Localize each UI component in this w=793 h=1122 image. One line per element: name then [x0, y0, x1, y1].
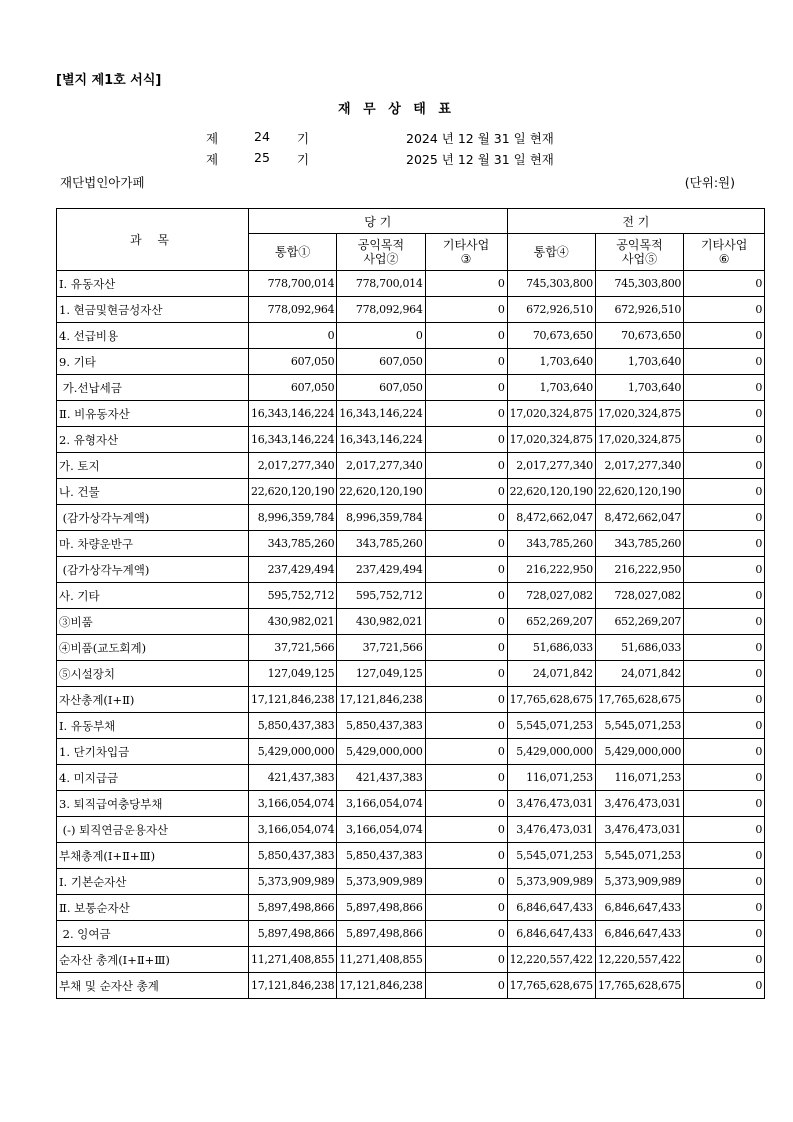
amount-cell: 5,545,071,253	[507, 843, 595, 869]
amount-cell: 0	[425, 349, 507, 375]
amount-cell: 0	[684, 401, 765, 427]
account-label: Ⅱ. 보통순자산	[57, 895, 249, 921]
amount-cell: 0	[425, 297, 507, 323]
table-row	[57, 557, 765, 583]
table-row	[57, 375, 765, 401]
amount-cell: 0	[684, 531, 765, 557]
amount-cell: 0	[684, 895, 765, 921]
amount-cell: 0	[425, 609, 507, 635]
table-row	[57, 505, 765, 531]
amount-cell: 3,166,054,074	[249, 817, 337, 843]
amount-cell: 672,926,510	[595, 297, 683, 323]
amount-cell: 0	[425, 531, 507, 557]
amount-cell: 11,271,408,855	[337, 947, 425, 973]
amount-cell: 116,071,253	[507, 765, 595, 791]
amount-cell: 0	[684, 739, 765, 765]
account-label: 3. 퇴직급여충당부채	[57, 791, 249, 817]
amount-cell: 8,996,359,784	[249, 505, 337, 531]
amount-cell: 17,121,846,238	[337, 973, 425, 999]
account-label: 1. 현금및현금성자산	[57, 297, 249, 323]
amount-cell: 5,545,071,253	[595, 713, 683, 739]
amount-cell: 0	[425, 843, 507, 869]
amount-cell: 5,429,000,000	[507, 739, 595, 765]
table-row	[57, 635, 765, 661]
amount-cell: 0	[425, 973, 507, 999]
account-label: 사. 기타	[57, 583, 249, 609]
amount-cell: 16,343,146,224	[337, 427, 425, 453]
amount-cell: 5,545,071,253	[595, 843, 683, 869]
amount-cell: 595,752,712	[249, 583, 337, 609]
amount-cell: 16,343,146,224	[249, 427, 337, 453]
column-header: 공익목적 사업②	[337, 234, 425, 271]
table-row	[57, 297, 765, 323]
amount-cell: 2,017,277,340	[337, 453, 425, 479]
table-row	[57, 973, 765, 999]
form-label: [별지 제1호 서식]	[56, 73, 162, 88]
amount-cell: 1,703,640	[595, 375, 683, 401]
amount-cell: 5,429,000,000	[595, 739, 683, 765]
amount-cell: 343,785,260	[337, 531, 425, 557]
amount-cell: 343,785,260	[249, 531, 337, 557]
amount-cell: 17,765,628,675	[595, 973, 683, 999]
amount-cell: 0	[425, 557, 507, 583]
period-prefix: 제	[206, 131, 219, 146]
amount-cell: 2,017,277,340	[595, 453, 683, 479]
period-suffix: 기	[297, 131, 310, 146]
amount-cell: 421,437,383	[337, 765, 425, 791]
amount-cell: 2,017,277,340	[249, 453, 337, 479]
amount-cell: 0	[684, 843, 765, 869]
amount-cell: 6,846,647,433	[595, 921, 683, 947]
amount-cell: 745,303,800	[507, 271, 595, 297]
amount-cell: 778,700,014	[337, 271, 425, 297]
amount-cell: 0	[684, 349, 765, 375]
account-label: 9. 기타	[57, 349, 249, 375]
amount-cell: 0	[684, 713, 765, 739]
amount-cell: 5,850,437,383	[249, 843, 337, 869]
amount-cell: 24,071,842	[595, 661, 683, 687]
prior-period-header: 전 기	[507, 209, 765, 234]
account-label: 나. 건물	[57, 479, 249, 505]
amount-cell: 3,476,473,031	[595, 791, 683, 817]
amount-cell: 237,429,494	[337, 557, 425, 583]
amount-cell: 22,620,120,190	[595, 479, 683, 505]
column-header: 기타사업 ⑥	[684, 234, 765, 271]
amount-cell: 0	[684, 687, 765, 713]
amount-cell: 5,429,000,000	[337, 739, 425, 765]
amount-cell: 5,373,909,989	[337, 869, 425, 895]
account-label: 순자산 총계(Ⅰ+Ⅱ+Ⅲ)	[57, 947, 249, 973]
account-label: Ⅰ. 유동자산	[57, 271, 249, 297]
amount-cell: 430,982,021	[249, 609, 337, 635]
table-row	[57, 843, 765, 869]
account-label: (감가상각누계액)	[57, 505, 249, 531]
table-row	[57, 531, 765, 557]
amount-cell: 17,765,628,675	[507, 687, 595, 713]
amount-cell: 6,846,647,433	[595, 895, 683, 921]
amount-cell: 17,020,324,875	[595, 427, 683, 453]
amount-cell: 728,027,082	[595, 583, 683, 609]
amount-cell: 5,850,437,383	[337, 843, 425, 869]
amount-cell: 0	[684, 323, 765, 349]
amount-cell: 0	[684, 947, 765, 973]
table-row	[57, 661, 765, 687]
table-row	[57, 947, 765, 973]
amount-cell: 237,429,494	[249, 557, 337, 583]
period-line	[0, 150, 793, 168]
amount-cell: 6,846,647,433	[507, 921, 595, 947]
account-label: (감가상각누계액)	[57, 557, 249, 583]
amount-cell: 1,703,640	[595, 349, 683, 375]
account-label: 마. 차량운반구	[57, 531, 249, 557]
amount-cell: 0	[425, 505, 507, 531]
amount-cell: 778,092,964	[337, 297, 425, 323]
amount-cell: 607,050	[337, 349, 425, 375]
column-header: 기타사업 ③	[425, 234, 507, 271]
amount-cell: 216,222,950	[507, 557, 595, 583]
amount-cell: 51,686,033	[507, 635, 595, 661]
unit-label: (단위:원)	[684, 175, 735, 190]
account-label: 부채총계(Ⅰ+Ⅱ+Ⅲ)	[57, 843, 249, 869]
amount-cell: 0	[684, 791, 765, 817]
amount-cell: 17,765,628,675	[595, 687, 683, 713]
amount-cell: 0	[425, 947, 507, 973]
document-title: 재 무 상 태 표	[338, 102, 455, 117]
amount-cell: 0	[684, 505, 765, 531]
amount-cell: 0	[425, 271, 507, 297]
table-row	[57, 271, 765, 297]
amount-cell: 0	[425, 323, 507, 349]
amount-cell: 5,850,437,383	[249, 713, 337, 739]
amount-cell: 3,166,054,074	[337, 817, 425, 843]
period-date: 2024 년 12 월 31 일 현재	[406, 131, 554, 146]
amount-cell: 745,303,800	[595, 271, 683, 297]
table-row	[57, 869, 765, 895]
amount-cell: 672,926,510	[507, 297, 595, 323]
column-header: 통합④	[507, 234, 595, 271]
table-row	[57, 739, 765, 765]
amount-cell: 17,020,324,875	[595, 401, 683, 427]
period-line	[0, 129, 793, 147]
amount-cell: 430,982,021	[337, 609, 425, 635]
amount-cell: 5,850,437,383	[337, 713, 425, 739]
amount-cell: 0	[684, 583, 765, 609]
account-label: ③비품	[57, 609, 249, 635]
amount-cell: 0	[425, 921, 507, 947]
table-row	[57, 401, 765, 427]
amount-cell: 0	[684, 921, 765, 947]
table-row	[57, 791, 765, 817]
amount-cell: 1,703,640	[507, 349, 595, 375]
table-row	[57, 479, 765, 505]
amount-cell: 0	[425, 791, 507, 817]
amount-cell: 5,897,498,866	[249, 921, 337, 947]
account-label: 자산총계(Ⅰ+Ⅱ)	[57, 687, 249, 713]
amount-cell: 5,373,909,989	[249, 869, 337, 895]
table-row	[57, 713, 765, 739]
amount-cell: 0	[425, 817, 507, 843]
amount-cell: 0	[684, 375, 765, 401]
account-label: 4. 미지급금	[57, 765, 249, 791]
amount-cell: 652,269,207	[507, 609, 595, 635]
amount-cell: 2,017,277,340	[507, 453, 595, 479]
period-prefix: 제	[206, 152, 219, 167]
table-row	[57, 427, 765, 453]
amount-cell: 70,673,650	[595, 323, 683, 349]
amount-cell: 0	[425, 583, 507, 609]
amount-cell: 421,437,383	[249, 765, 337, 791]
amount-cell: 778,092,964	[249, 297, 337, 323]
table-row	[57, 323, 765, 349]
table-row	[57, 349, 765, 375]
amount-cell: 5,897,498,866	[337, 921, 425, 947]
amount-cell: 0	[684, 817, 765, 843]
column-header: 공익목적 사업⑤	[595, 234, 683, 271]
period-suffix: 기	[297, 152, 310, 167]
amount-cell: 728,027,082	[507, 583, 595, 609]
amount-cell: 0	[425, 765, 507, 791]
account-label: Ⅰ. 유동부채	[57, 713, 249, 739]
amount-cell: 0	[425, 713, 507, 739]
amount-cell: 5,897,498,866	[337, 895, 425, 921]
table-row	[57, 895, 765, 921]
amount-cell: 0	[684, 869, 765, 895]
amount-cell: 8,996,359,784	[337, 505, 425, 531]
amount-cell: 127,049,125	[337, 661, 425, 687]
column-header: 통합①	[249, 234, 337, 271]
amount-cell: 12,220,557,422	[595, 947, 683, 973]
table-row	[57, 583, 765, 609]
period-date: 2025 년 12 월 31 일 현재	[406, 152, 554, 167]
amount-cell: 0	[425, 895, 507, 921]
amount-cell: 127,049,125	[249, 661, 337, 687]
account-label: 2. 유형자산	[57, 427, 249, 453]
amount-cell: 1,703,640	[507, 375, 595, 401]
amount-cell: 5,373,909,989	[595, 869, 683, 895]
amount-cell: 0	[425, 635, 507, 661]
amount-cell: 5,897,498,866	[249, 895, 337, 921]
amount-cell: 0	[684, 635, 765, 661]
amount-cell: 0	[425, 427, 507, 453]
amount-cell: 607,050	[249, 349, 337, 375]
amount-cell: 24,071,842	[507, 661, 595, 687]
table-row	[57, 453, 765, 479]
period-number: 24	[254, 129, 270, 144]
table-row	[57, 687, 765, 713]
amount-cell: 0	[684, 557, 765, 583]
amount-cell: 22,620,120,190	[507, 479, 595, 505]
account-label: 1. 단기차입금	[57, 739, 249, 765]
amount-cell: 0	[425, 453, 507, 479]
amount-cell: 8,472,662,047	[595, 505, 683, 531]
amount-cell: 3,476,473,031	[595, 817, 683, 843]
amount-cell: 8,472,662,047	[507, 505, 595, 531]
amount-cell: 17,121,846,238	[249, 973, 337, 999]
amount-cell: 37,721,566	[249, 635, 337, 661]
amount-cell: 0	[684, 453, 765, 479]
table-body	[57, 271, 765, 999]
amount-cell: 37,721,566	[337, 635, 425, 661]
amount-cell: 22,620,120,190	[337, 479, 425, 505]
amount-cell: 16,343,146,224	[249, 401, 337, 427]
amount-cell: 17,765,628,675	[507, 973, 595, 999]
amount-cell: 12,220,557,422	[507, 947, 595, 973]
amount-cell: 0	[425, 687, 507, 713]
amount-cell: 0	[684, 271, 765, 297]
amount-cell: 607,050	[249, 375, 337, 401]
period-number: 25	[254, 150, 270, 165]
current-period-header: 당 기	[249, 209, 508, 234]
account-label: 부채 및 순자산 총계	[57, 973, 249, 999]
entity-name: 재단법인아가페	[60, 175, 145, 190]
amount-cell: 11,271,408,855	[249, 947, 337, 973]
account-label: Ⅰ. 기본순자산	[57, 869, 249, 895]
account-label: 가.선납세금	[57, 375, 249, 401]
amount-cell: 0	[337, 323, 425, 349]
amount-cell: 5,429,000,000	[249, 739, 337, 765]
amount-cell: 0	[425, 869, 507, 895]
amount-cell: 0	[249, 323, 337, 349]
amount-cell: 3,166,054,074	[249, 791, 337, 817]
amount-cell: 343,785,260	[595, 531, 683, 557]
table-row	[57, 921, 765, 947]
amount-cell: 0	[425, 739, 507, 765]
amount-cell: 116,071,253	[595, 765, 683, 791]
table-row	[57, 765, 765, 791]
amount-cell: 17,121,846,238	[337, 687, 425, 713]
account-label: ⑤시설장치	[57, 661, 249, 687]
amount-cell: 0	[684, 765, 765, 791]
amount-cell: 0	[684, 479, 765, 505]
amount-cell: 0	[684, 609, 765, 635]
financial-statement-table	[56, 208, 765, 999]
table-row	[57, 609, 765, 635]
amount-cell: 0	[425, 661, 507, 687]
amount-cell: 3,476,473,031	[507, 791, 595, 817]
account-label: 2. 잉여금	[57, 921, 249, 947]
amount-cell: 17,121,846,238	[249, 687, 337, 713]
amount-cell: 17,020,324,875	[507, 427, 595, 453]
amount-cell: 0	[684, 973, 765, 999]
amount-cell: 0	[425, 401, 507, 427]
amount-cell: 0	[684, 297, 765, 323]
account-label: ④비품(교도회계)	[57, 635, 249, 661]
amount-cell: 0	[425, 375, 507, 401]
table-row	[57, 817, 765, 843]
account-label: (-) 퇴직연금운용자산	[57, 817, 249, 843]
amount-cell: 0	[684, 661, 765, 687]
account-label: Ⅱ. 비유동자산	[57, 401, 249, 427]
amount-cell: 51,686,033	[595, 635, 683, 661]
account-label: 4. 선급비용	[57, 323, 249, 349]
amount-cell: 3,166,054,074	[337, 791, 425, 817]
amount-cell: 22,620,120,190	[249, 479, 337, 505]
amount-cell: 343,785,260	[507, 531, 595, 557]
amount-cell: 5,373,909,989	[507, 869, 595, 895]
amount-cell: 5,545,071,253	[507, 713, 595, 739]
amount-cell: 6,846,647,433	[507, 895, 595, 921]
amount-cell: 595,752,712	[337, 583, 425, 609]
amount-cell: 17,020,324,875	[507, 401, 595, 427]
subject-header: 과 목	[57, 209, 249, 271]
amount-cell: 607,050	[337, 375, 425, 401]
amount-cell: 778,700,014	[249, 271, 337, 297]
amount-cell: 16,343,146,224	[337, 401, 425, 427]
amount-cell: 652,269,207	[595, 609, 683, 635]
amount-cell: 0	[684, 427, 765, 453]
amount-cell: 3,476,473,031	[507, 817, 595, 843]
account-label: 가. 토지	[57, 453, 249, 479]
amount-cell: 0	[425, 479, 507, 505]
amount-cell: 70,673,650	[507, 323, 595, 349]
amount-cell: 216,222,950	[595, 557, 683, 583]
